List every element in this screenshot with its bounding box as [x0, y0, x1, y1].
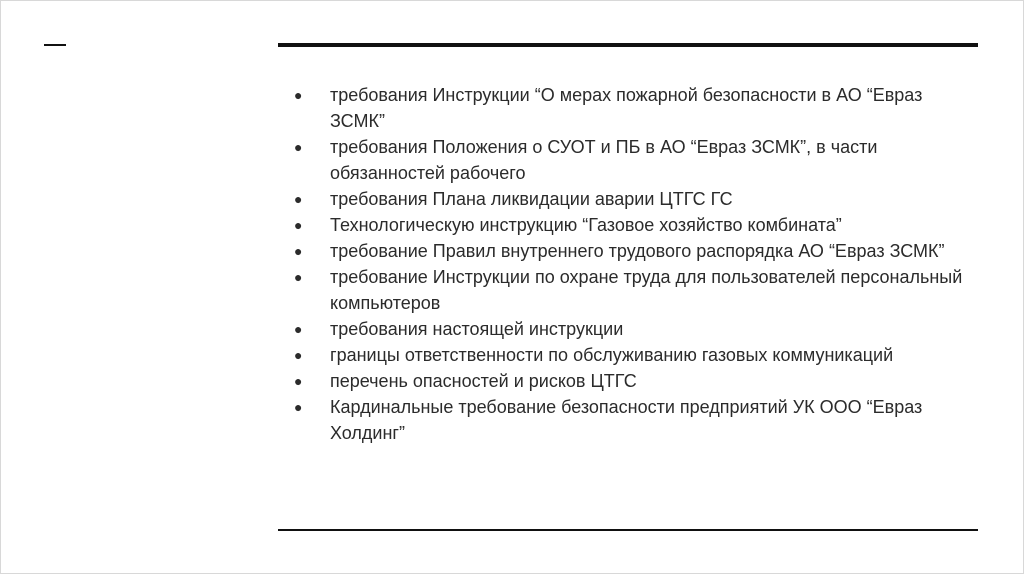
bullet-icon: ● — [294, 243, 303, 259]
bullet-icon: ● — [294, 217, 303, 233]
list-item — [294, 134, 974, 186]
list-item-text: требования настоящей инструкции — [330, 319, 624, 339]
list-item-text: перечень опасностей и рисков ЦТГС — [330, 371, 637, 391]
bullet-icon: ● — [294, 87, 303, 103]
bullet-icon: ● — [294, 269, 303, 285]
list-item — [294, 342, 974, 368]
list-item-text: требования Инструкции “О мерах пожарной безопасности в АО “Евраз ЗСМК” — [330, 85, 923, 131]
list-item-text: требования Плана ликвидации аварии ЦТГС ГС — [330, 189, 733, 209]
list-item — [294, 394, 974, 446]
title-dash-mark — [44, 44, 66, 46]
top-divider — [278, 43, 978, 47]
list-item-text: требования Положения о СУОТ и ПБ в АО “Евраз ЗСМК”, в части обязанностей рабочего — [330, 137, 878, 183]
bullet-icon: ● — [294, 191, 303, 207]
bullet-icon: ● — [294, 399, 303, 415]
bullet-icon: ● — [294, 373, 303, 389]
list-item-text: Технологическую инструкцию “Газовое хозяйство комбината” — [330, 215, 842, 235]
list-item — [294, 316, 974, 342]
bottom-divider — [278, 529, 978, 531]
list-item — [294, 186, 974, 212]
list-item-text: границы ответственности по обслуживанию газовых коммуникаций — [330, 345, 894, 365]
list-item-text: требование Инструкции по охране труда для пользователей персональный компьютеров — [330, 267, 963, 313]
list-item — [294, 212, 974, 238]
list-item-text: Кардинальные требование безопасности предприятий УК ООО “Евраз Холдинг” — [330, 397, 923, 443]
list-item-text: требование Правил внутреннего трудового распорядка АО “Евраз ЗСМК” — [330, 241, 945, 261]
list-item — [294, 264, 974, 316]
bullet-icon: ● — [294, 347, 303, 363]
list-item — [294, 368, 974, 394]
requirements-list — [294, 82, 974, 446]
list-item — [294, 82, 974, 134]
bullet-icon: ● — [294, 321, 303, 337]
list-item — [294, 238, 974, 264]
bullet-icon: ● — [294, 139, 303, 155]
